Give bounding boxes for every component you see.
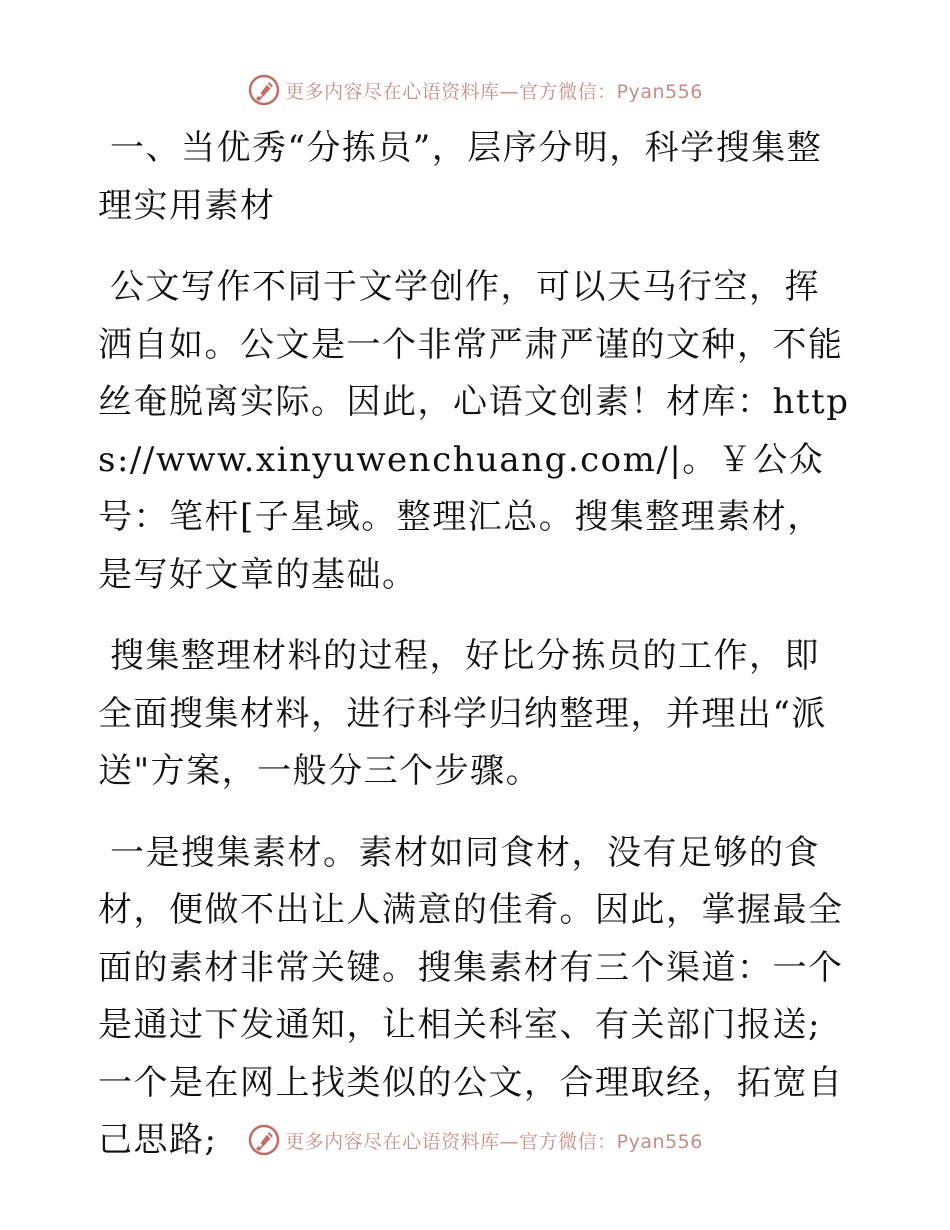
paragraph: 搜集整理材料的过程，好比分拣员的工作，即全面搜集材料，进行科学归纳整理，并理出“派送"方案，一般分三个步骤。 [98,636,827,791]
header-watermark [0,70,950,110]
watermark-text: 更多内容尽在心语资料库—官方微信：Pyan556 [285,80,703,103]
watermark-text: 更多内容尽在心语资料库—官方微信：Pyan556 [285,1130,703,1153]
paragraph: 公文写作不同于文学创作，可以天马行空，挥洒自如。公文是一个非常严肃严谨的文种，不能丝奄脱离实际。因此，心语文创素！材库：https://www.xinyuwenchuang.com/|。￥公众号：笔杆[子星域。整理汇总。搜集整理素材，是写好文章的基础。 [98,267,850,595]
pen-nib-icon [247,73,281,107]
section-heading: 一、当优秀“分拣员”，层序分明，科学搜集整理实用素材 [98,128,823,226]
watermark-wechat-id: Pyan556 [616,80,703,103]
paragraph: 一是搜集素材。素材如同食材，没有足够的食材，便做不出让人满意的佳肴。因此，掌握最全面的素材非常关键。搜集素材有三个渠道：一个是通过下发通知，让相关科室、有关部门报送;一个是在网上找类似的公文，合理取经，拓宽自己思路; [98,832,844,1160]
pen-nib-icon [247,1123,281,1157]
footer-watermark [0,1120,950,1160]
watermark-wechat-id: Pyan556 [616,1130,703,1153]
document-body [98,120,850,1194]
